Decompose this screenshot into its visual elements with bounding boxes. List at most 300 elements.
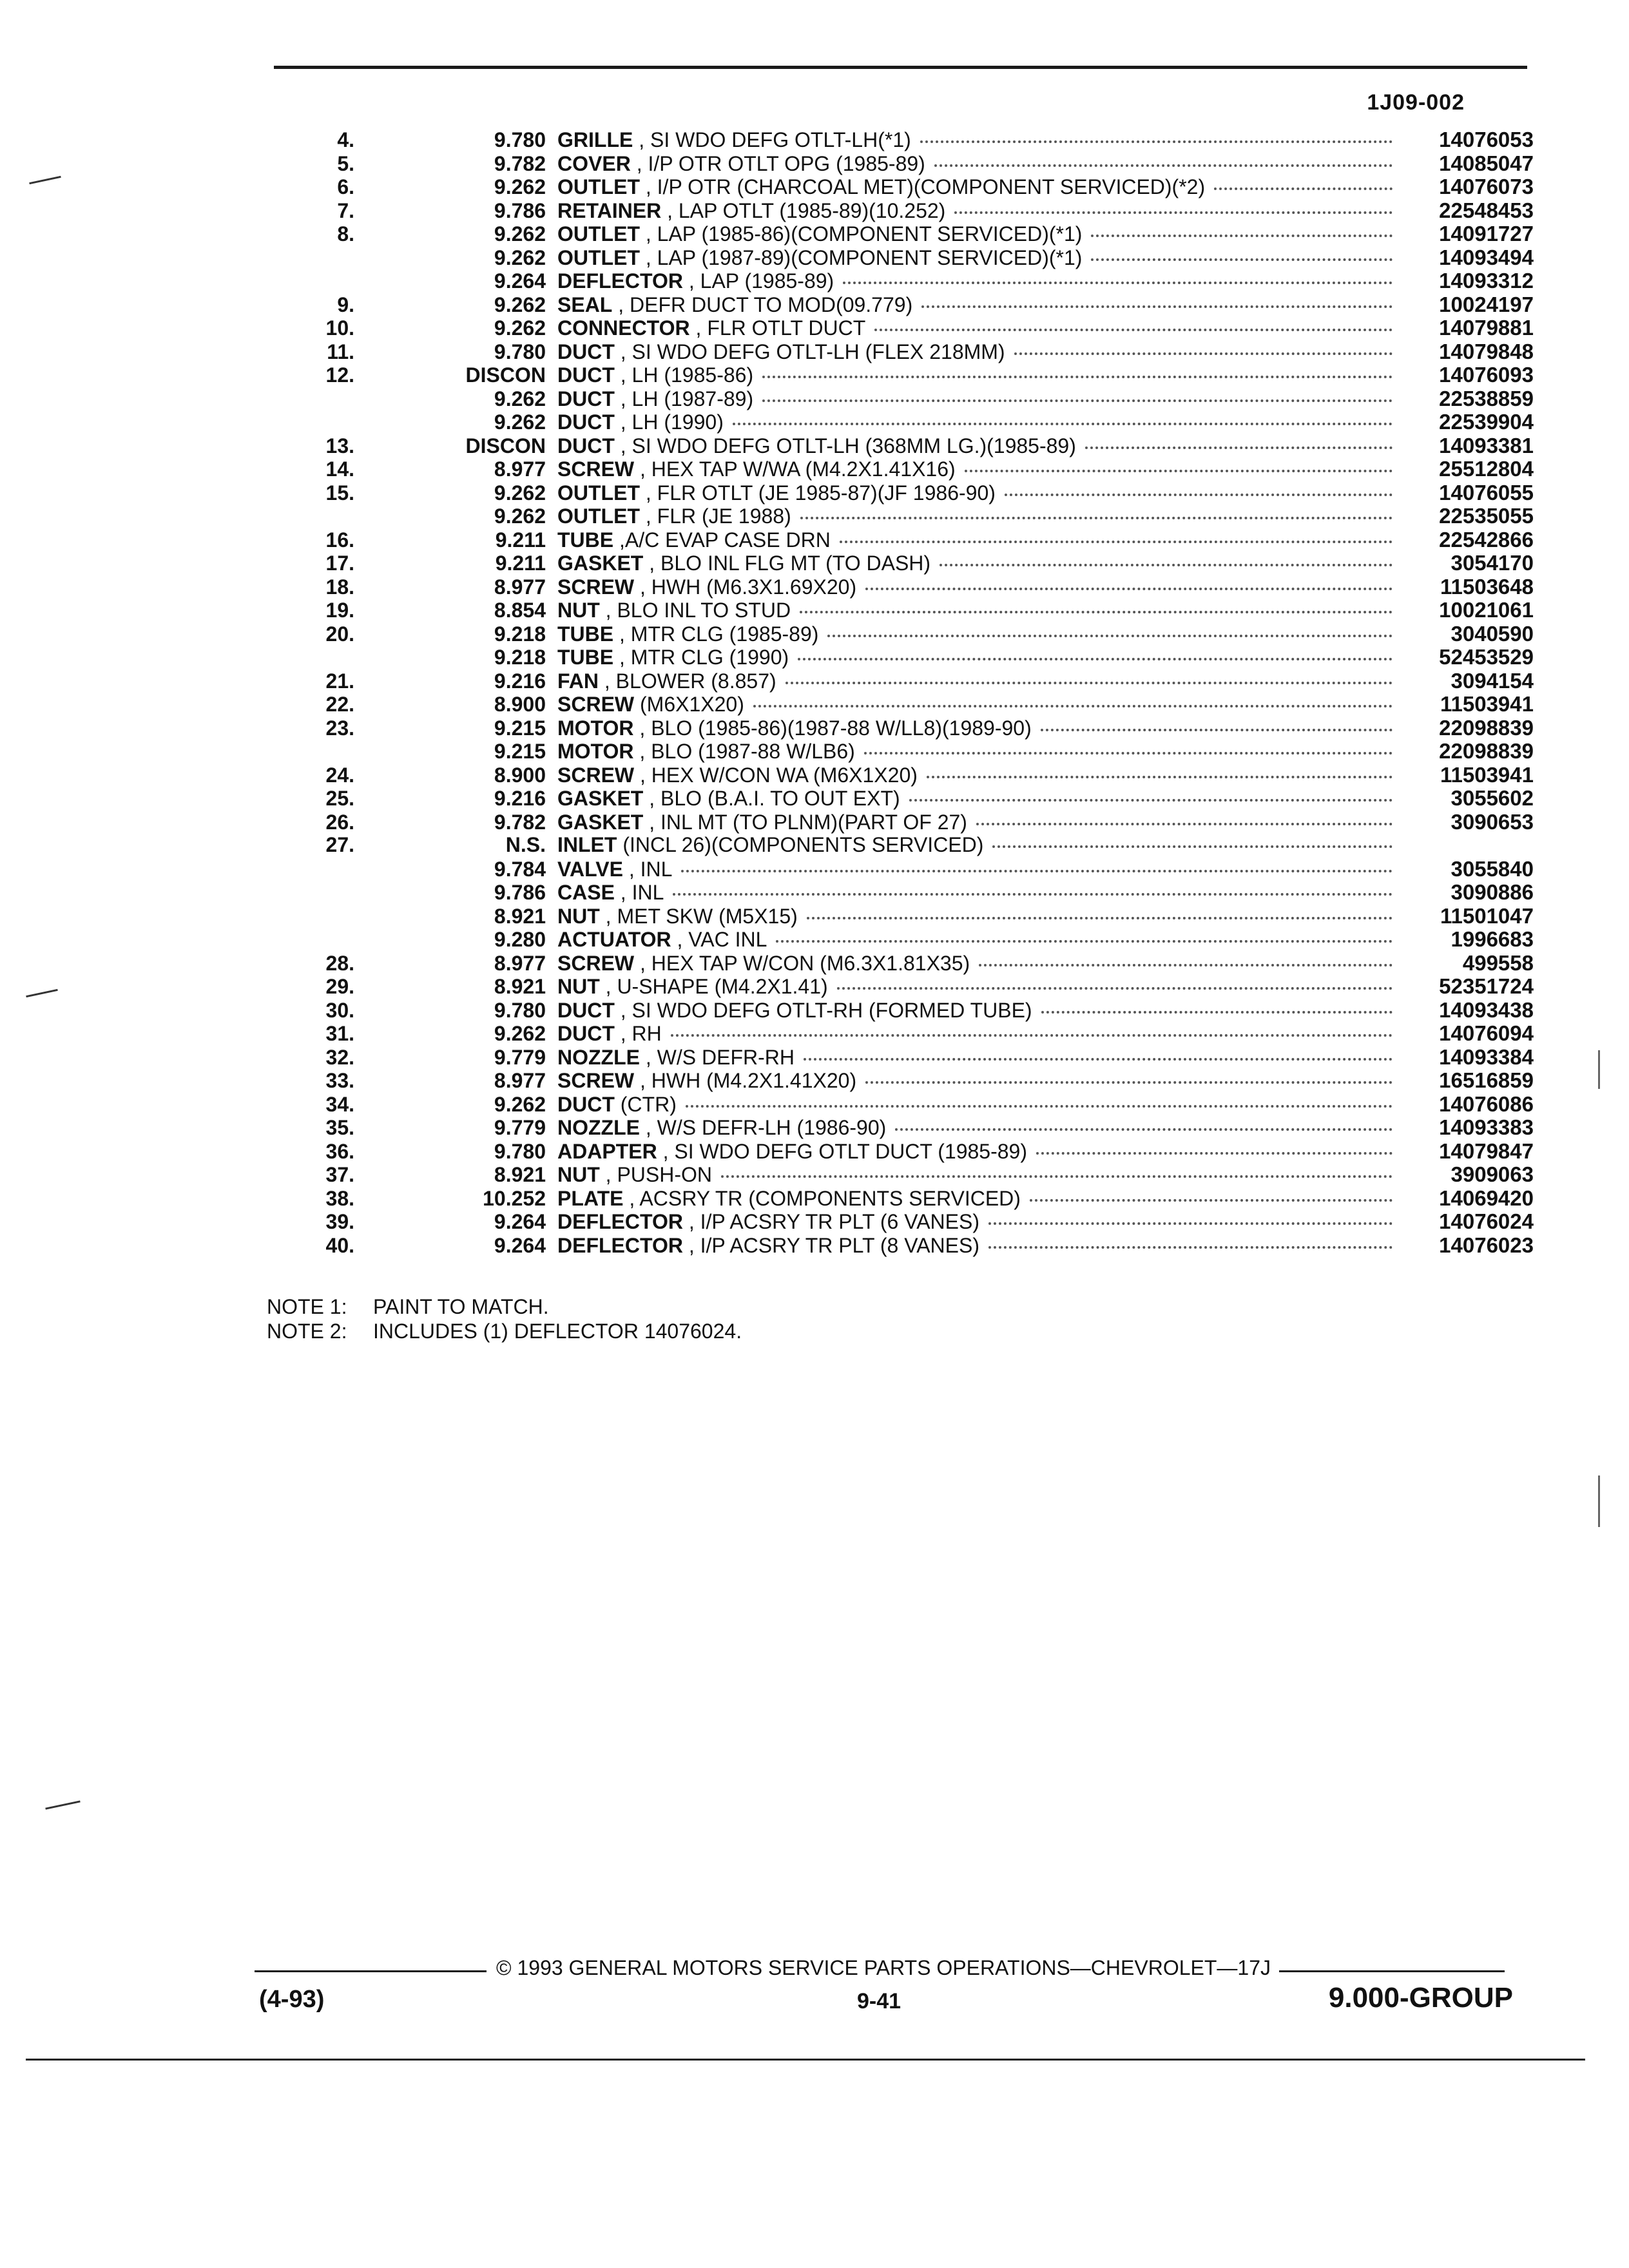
part-row — [284, 410, 1534, 434]
part-detail: ,A/C EVAP CASE DRN — [613, 528, 831, 552]
part-detail: , INL — [622, 857, 673, 881]
part-number: 14076086 — [1439, 1091, 1534, 1116]
part-description — [557, 293, 1402, 317]
dot-leader — [776, 940, 1393, 943]
part-number: 1996683 — [1451, 927, 1534, 951]
part-description — [557, 340, 1402, 364]
page-code: 1J09-002 — [1367, 90, 1465, 115]
part-row — [284, 575, 1534, 599]
part-row — [284, 692, 1534, 716]
note-text: PAINT TO MATCH. — [373, 1295, 549, 1318]
part-row — [284, 880, 1534, 904]
part-detail: , I/P ACSRY TR PLT (6 VANES) — [682, 1210, 979, 1233]
part-description — [557, 999, 1402, 1023]
part-number: 22542866 — [1439, 527, 1534, 552]
part-description — [557, 669, 1402, 693]
footer-copyright: © 1993 GENERAL MOTORS SERVICE PARTS OPERATIONS—CHEVROLET—17J — [496, 1956, 1271, 1979]
part-name: ADAPTER — [557, 1139, 657, 1163]
part-description — [557, 222, 1402, 246]
part-row — [284, 763, 1534, 787]
note-row — [267, 1295, 742, 1320]
description-text — [557, 575, 856, 599]
part-detail: , HEX W/CON WA (M6X1X20) — [634, 763, 918, 787]
part-detail: , INL — [614, 881, 664, 904]
item-number: 25. — [325, 787, 354, 810]
part-row — [284, 716, 1534, 740]
part-description — [557, 764, 1402, 787]
part-name: DUCT — [557, 1022, 615, 1045]
description-text — [557, 505, 791, 528]
part-row — [284, 198, 1534, 222]
part-description — [557, 1116, 1402, 1140]
item-number: 10. — [325, 316, 354, 340]
description-text — [557, 316, 865, 340]
item-number: 23. — [325, 716, 354, 740]
item-number: 8. — [337, 222, 354, 245]
part-detail: , MET SKW (M5X15) — [599, 904, 798, 928]
item-number: 14. — [325, 457, 354, 481]
item-number: 16. — [325, 528, 354, 552]
dot-leader — [864, 752, 1393, 754]
part-detail: , LH (1987-89) — [614, 387, 754, 410]
part-row — [284, 927, 1534, 951]
group-number: 9.262 — [494, 505, 546, 528]
part-number: 3054170 — [1451, 551, 1534, 575]
part-row — [284, 833, 1534, 857]
description-text — [557, 152, 925, 176]
description-text — [557, 128, 911, 152]
description-text — [557, 410, 724, 434]
footer-rule-left — [255, 1970, 487, 1972]
dot-leader — [976, 823, 1393, 825]
group-number: DISCON — [465, 363, 546, 387]
group-number: 9.786 — [494, 198, 546, 222]
description-text — [557, 787, 900, 811]
item-number: 13. — [325, 434, 354, 457]
part-name: DUCT — [557, 363, 615, 387]
item-number: 11. — [327, 340, 354, 363]
part-name: OUTLET — [557, 222, 640, 245]
item-number: 26. — [325, 810, 354, 834]
part-name: TUBE — [557, 622, 614, 646]
item-number: 9. — [337, 293, 354, 316]
note-text: INCLUDES (1) DEFLECTOR 14076024. — [373, 1320, 742, 1343]
note-label: NOTE 2: — [267, 1320, 347, 1343]
dot-leader — [798, 658, 1393, 660]
part-row — [284, 128, 1534, 151]
group-number: 9.262 — [494, 293, 546, 316]
group-number: 9.262 — [494, 222, 546, 245]
item-number: 38. — [325, 1186, 354, 1210]
description-text — [557, 552, 930, 575]
part-detail: , MTR CLG (1985-89) — [613, 622, 819, 646]
dot-leader — [921, 305, 1393, 308]
dot-leader — [843, 282, 1393, 284]
part-name: CASE — [557, 881, 615, 904]
part-number: 14069420 — [1439, 1186, 1534, 1210]
top-rule — [274, 66, 1527, 69]
part-row — [284, 387, 1534, 410]
footer-revision: (4-93) — [259, 1986, 325, 2013]
description-text — [557, 811, 967, 834]
description-text — [557, 1187, 1021, 1211]
part-name: OUTLET — [557, 175, 640, 198]
part-row — [284, 1068, 1534, 1092]
item-number: 22. — [325, 693, 354, 716]
part-description — [557, 528, 1402, 552]
part-row — [284, 1139, 1534, 1163]
dot-leader — [762, 399, 1393, 402]
group-number: 9.218 — [494, 646, 546, 669]
part-detail: , SI WDO DEFG OTLT-LH(*1) — [633, 128, 911, 151]
description-text — [557, 340, 1005, 364]
description-text — [557, 905, 798, 928]
dot-leader — [804, 1058, 1393, 1061]
part-name: CONNECTOR — [557, 316, 690, 340]
part-row — [284, 998, 1534, 1022]
part-number: 3090886 — [1451, 880, 1534, 904]
part-number: 10024197 — [1439, 292, 1534, 316]
group-number: 9.264 — [494, 269, 546, 293]
part-row — [284, 316, 1534, 340]
dot-leader — [988, 1246, 1393, 1249]
group-number: 9.262 — [494, 175, 546, 198]
part-description — [557, 693, 1402, 716]
group-number: 9.264 — [494, 1210, 546, 1233]
description-text — [557, 457, 956, 481]
item-number: 28. — [325, 951, 354, 975]
dot-leader — [786, 682, 1393, 684]
part-description — [557, 552, 1402, 575]
dot-leader — [800, 611, 1393, 613]
notes-section — [267, 1295, 742, 1344]
part-number: 11503648 — [1440, 574, 1534, 599]
parts-list — [284, 128, 1534, 1256]
part-row — [284, 669, 1534, 693]
part-description — [557, 269, 1402, 293]
group-number: 9.216 — [494, 669, 546, 693]
part-name: VALVE — [557, 857, 623, 881]
part-detail: , LH (1990) — [614, 410, 724, 434]
description-text — [557, 975, 828, 999]
part-name: NOZZLE — [557, 1116, 640, 1139]
part-name: SCREW — [557, 457, 635, 481]
part-number: 22098839 — [1439, 739, 1534, 763]
dot-leader — [721, 1175, 1393, 1178]
part-number: 11503941 — [1440, 762, 1534, 787]
description-text — [557, 363, 753, 387]
part-name: GASKET — [557, 810, 644, 834]
part-name: DUCT — [557, 434, 615, 457]
part-name: OUTLET — [557, 481, 640, 505]
description-text — [557, 693, 744, 716]
part-detail: , BLO (B.A.I. TO OUT EXT) — [643, 787, 900, 810]
part-number: 22535055 — [1439, 504, 1534, 528]
dot-leader — [1036, 1152, 1393, 1155]
description-text — [557, 881, 664, 905]
group-number: 9.262 — [494, 1092, 546, 1116]
part-name: GRILLE — [557, 128, 633, 151]
description-text — [557, 599, 791, 622]
part-description — [557, 199, 1402, 223]
part-detail: , I/P OTR OTLT OPG (1985-89) — [630, 151, 925, 175]
part-row — [284, 904, 1534, 928]
part-description — [557, 175, 1402, 199]
part-detail: , HWH (M4.2X1.41X20) — [634, 1069, 857, 1092]
part-row — [284, 739, 1534, 763]
item-number: 7. — [337, 198, 354, 222]
part-number: 14076094 — [1439, 1021, 1534, 1045]
part-detail: , U-SHAPE (M4.2X1.41) — [599, 975, 828, 998]
part-description — [557, 599, 1402, 622]
item-number: 17. — [325, 552, 354, 575]
part-description — [557, 410, 1402, 434]
part-number: 3055602 — [1451, 786, 1534, 810]
group-number: 9.262 — [494, 1022, 546, 1045]
part-description — [557, 787, 1402, 811]
part-row — [284, 810, 1534, 834]
part-name: RETAINER — [557, 198, 662, 222]
group-number: 9.786 — [494, 881, 546, 904]
part-name: DEFLECTOR — [557, 269, 683, 293]
part-name: OUTLET — [557, 505, 640, 528]
bottom-rule — [26, 2059, 1585, 2061]
part-number: 10021061 — [1439, 598, 1534, 622]
description-text — [557, 622, 818, 646]
part-description — [557, 811, 1402, 834]
dot-leader — [1091, 235, 1393, 237]
part-description — [557, 646, 1402, 669]
part-row — [284, 857, 1534, 881]
part-detail: , BLO INL FLG MT (TO DASH) — [643, 552, 931, 575]
group-number: 9.780 — [494, 1139, 546, 1163]
group-number: 9.218 — [494, 622, 546, 646]
footer-page-number: 9-41 — [857, 1989, 901, 2013]
part-detail: , INL MT (TO PLNM)(PART OF 27) — [643, 810, 967, 834]
dot-leader — [979, 964, 1393, 966]
description-text — [557, 1210, 979, 1234]
group-number: 8.854 — [494, 599, 546, 622]
part-name: ACTUATOR — [557, 928, 671, 951]
part-detail: , FLR OTLT (JE 1985-87)(JF 1986-90) — [639, 481, 996, 505]
part-number: 22098839 — [1439, 715, 1534, 740]
description-text — [557, 858, 672, 881]
group-number: 8.977 — [494, 457, 546, 481]
part-number: 3055840 — [1451, 856, 1534, 881]
part-description — [557, 128, 1402, 152]
description-text — [557, 175, 1205, 199]
description-text — [557, 716, 1032, 740]
group-number: 8.977 — [494, 951, 546, 975]
part-number: 3040590 — [1451, 621, 1534, 646]
part-name: NUT — [557, 599, 600, 622]
group-number: 10.252 — [483, 1186, 546, 1210]
part-number: 14093312 — [1439, 269, 1534, 293]
group-number: 9.784 — [494, 857, 546, 881]
part-name: DUCT — [557, 998, 615, 1022]
part-detail: , FLR OTLT DUCT — [689, 316, 866, 340]
item-number: 6. — [337, 175, 354, 198]
note-label: NOTE 1: — [267, 1295, 347, 1318]
part-detail: , HEX TAP W/CON (M6.3X1.81X35) — [634, 951, 970, 975]
group-number: 9.264 — [494, 1233, 546, 1257]
description-text — [557, 764, 918, 787]
group-number: 8.900 — [494, 693, 546, 716]
group-number: 8.921 — [494, 1163, 546, 1186]
part-description — [557, 740, 1402, 764]
part-detail: , W/S DEFR-LH (1986-90) — [639, 1116, 887, 1139]
part-detail: , SI WDO DEFG OTLT-RH (FORMED TUBE) — [614, 998, 1032, 1022]
part-number: 14076055 — [1439, 480, 1534, 505]
part-description — [557, 1187, 1402, 1211]
dot-leader — [1041, 729, 1393, 731]
dot-leader — [840, 541, 1393, 543]
part-description — [557, 1163, 1402, 1187]
part-row — [284, 481, 1534, 505]
item-number: 33. — [325, 1069, 354, 1092]
dot-leader — [934, 164, 1393, 167]
part-row — [284, 598, 1534, 622]
part-row — [284, 1092, 1534, 1116]
part-detail: , LAP (1985-86)(COMPONENT SERVICED)(*1) — [639, 222, 1083, 245]
part-description — [557, 952, 1402, 975]
part-name: FAN — [557, 669, 599, 693]
part-detail: , SI WDO DEFG OTLT DUCT (1985-89) — [657, 1139, 1027, 1163]
part-number: 22548453 — [1439, 198, 1534, 222]
item-number: 5. — [337, 151, 354, 175]
dot-leader — [1014, 352, 1393, 355]
item-number: 4. — [337, 128, 354, 151]
part-name: GASKET — [557, 787, 644, 810]
item-number: 32. — [325, 1045, 354, 1069]
part-number: 14093381 — [1439, 433, 1534, 457]
group-number: 9.262 — [494, 316, 546, 340]
description-text — [557, 999, 1032, 1023]
dot-leader — [762, 376, 1393, 378]
part-row — [284, 1233, 1534, 1257]
part-detail: , HWH (M6.3X1.69X20) — [634, 575, 857, 599]
part-row — [284, 151, 1534, 175]
margin-mark-lower — [1598, 1475, 1600, 1527]
part-row — [284, 293, 1534, 316]
part-detail: (M6X1X20) — [634, 693, 744, 716]
part-description — [557, 1069, 1402, 1093]
part-name: COVER — [557, 151, 631, 175]
part-number: 52453529 — [1439, 645, 1534, 669]
part-name: NUT — [557, 1163, 600, 1186]
part-description — [557, 387, 1402, 411]
description-text — [557, 646, 789, 669]
dot-leader — [865, 1081, 1393, 1084]
group-number: 9.211 — [495, 528, 546, 552]
group-number: 9.779 — [494, 1116, 546, 1139]
group-number: 8.977 — [494, 1069, 546, 1092]
dot-leader — [1085, 447, 1393, 449]
group-number: N.S. — [505, 833, 546, 856]
part-name: SCREW — [557, 763, 635, 787]
part-description — [557, 1093, 1402, 1117]
part-name: NUT — [557, 904, 600, 928]
item-number: 18. — [325, 575, 354, 599]
part-detail: , I/P OTR (CHARCOAL MET)(COMPONENT SERVICED)(*2) — [639, 175, 1206, 198]
part-description — [557, 833, 1402, 857]
part-detail: , FLR (JE 1988) — [639, 505, 791, 528]
part-detail: , HEX TAP W/WA (M4.2X1.41X16) — [634, 457, 956, 481]
part-description — [557, 481, 1402, 505]
part-name: DEFLECTOR — [557, 1233, 683, 1257]
group-number: 9.262 — [494, 245, 546, 269]
part-number: 14091727 — [1439, 222, 1534, 245]
part-row — [284, 434, 1534, 457]
description-text — [557, 387, 753, 411]
part-name: SCREW — [557, 575, 635, 599]
dot-leader — [992, 845, 1393, 848]
part-row — [284, 457, 1534, 481]
part-name: DEFLECTOR — [557, 1210, 683, 1233]
part-detail: , RH — [614, 1022, 662, 1045]
part-description — [557, 575, 1402, 599]
dot-leader — [1005, 494, 1393, 496]
description-text — [557, 434, 1076, 458]
part-name: DUCT — [557, 387, 615, 410]
item-number: 27. — [325, 833, 354, 856]
part-row — [284, 1209, 1534, 1233]
part-number: 14076073 — [1439, 175, 1534, 198]
part-name: DUCT — [557, 410, 615, 434]
part-description — [557, 457, 1402, 481]
dot-leader — [686, 1105, 1393, 1108]
part-detail: , BLO (1987-88 W/LB6) — [633, 740, 855, 763]
dot-leader — [920, 140, 1393, 143]
part-number: 14093438 — [1439, 997, 1534, 1022]
part-description — [557, 858, 1402, 881]
group-number: 8.900 — [494, 763, 546, 787]
dot-leader — [865, 588, 1393, 590]
item-number: 40. — [325, 1233, 354, 1257]
part-number: 14085047 — [1439, 151, 1534, 175]
item-number: 20. — [325, 622, 354, 646]
item-number: 35. — [325, 1116, 354, 1139]
part-row — [284, 951, 1534, 975]
part-detail: , BLOWER (8.857) — [599, 669, 776, 693]
part-description — [557, 622, 1402, 646]
part-row — [284, 645, 1534, 669]
part-row — [284, 1115, 1534, 1139]
part-description — [557, 434, 1402, 458]
part-number: 22538859 — [1439, 386, 1534, 410]
part-detail: , VAC INL — [671, 928, 767, 951]
item-number: 19. — [325, 599, 354, 622]
part-name: NOZZLE — [557, 1045, 640, 1069]
description-text — [557, 528, 831, 552]
description-text — [557, 1093, 677, 1117]
dot-leader — [1041, 1011, 1393, 1014]
part-row — [284, 1021, 1534, 1045]
group-number: 9.262 — [494, 481, 546, 505]
part-name: TUBE — [557, 646, 614, 669]
dot-leader — [733, 423, 1393, 425]
part-detail: , ACSRY TR (COMPONENTS SERVICED) — [623, 1186, 1021, 1210]
description-text — [557, 1046, 795, 1070]
part-number: 14076024 — [1439, 1209, 1534, 1233]
item-number: 12. — [325, 363, 354, 387]
part-description — [557, 1210, 1402, 1234]
part-detail: (CTR) — [614, 1092, 677, 1116]
dot-leader — [671, 1034, 1393, 1037]
part-number: 14093383 — [1439, 1115, 1534, 1139]
dot-leader — [895, 1128, 1393, 1131]
item-number: 30. — [325, 998, 354, 1022]
